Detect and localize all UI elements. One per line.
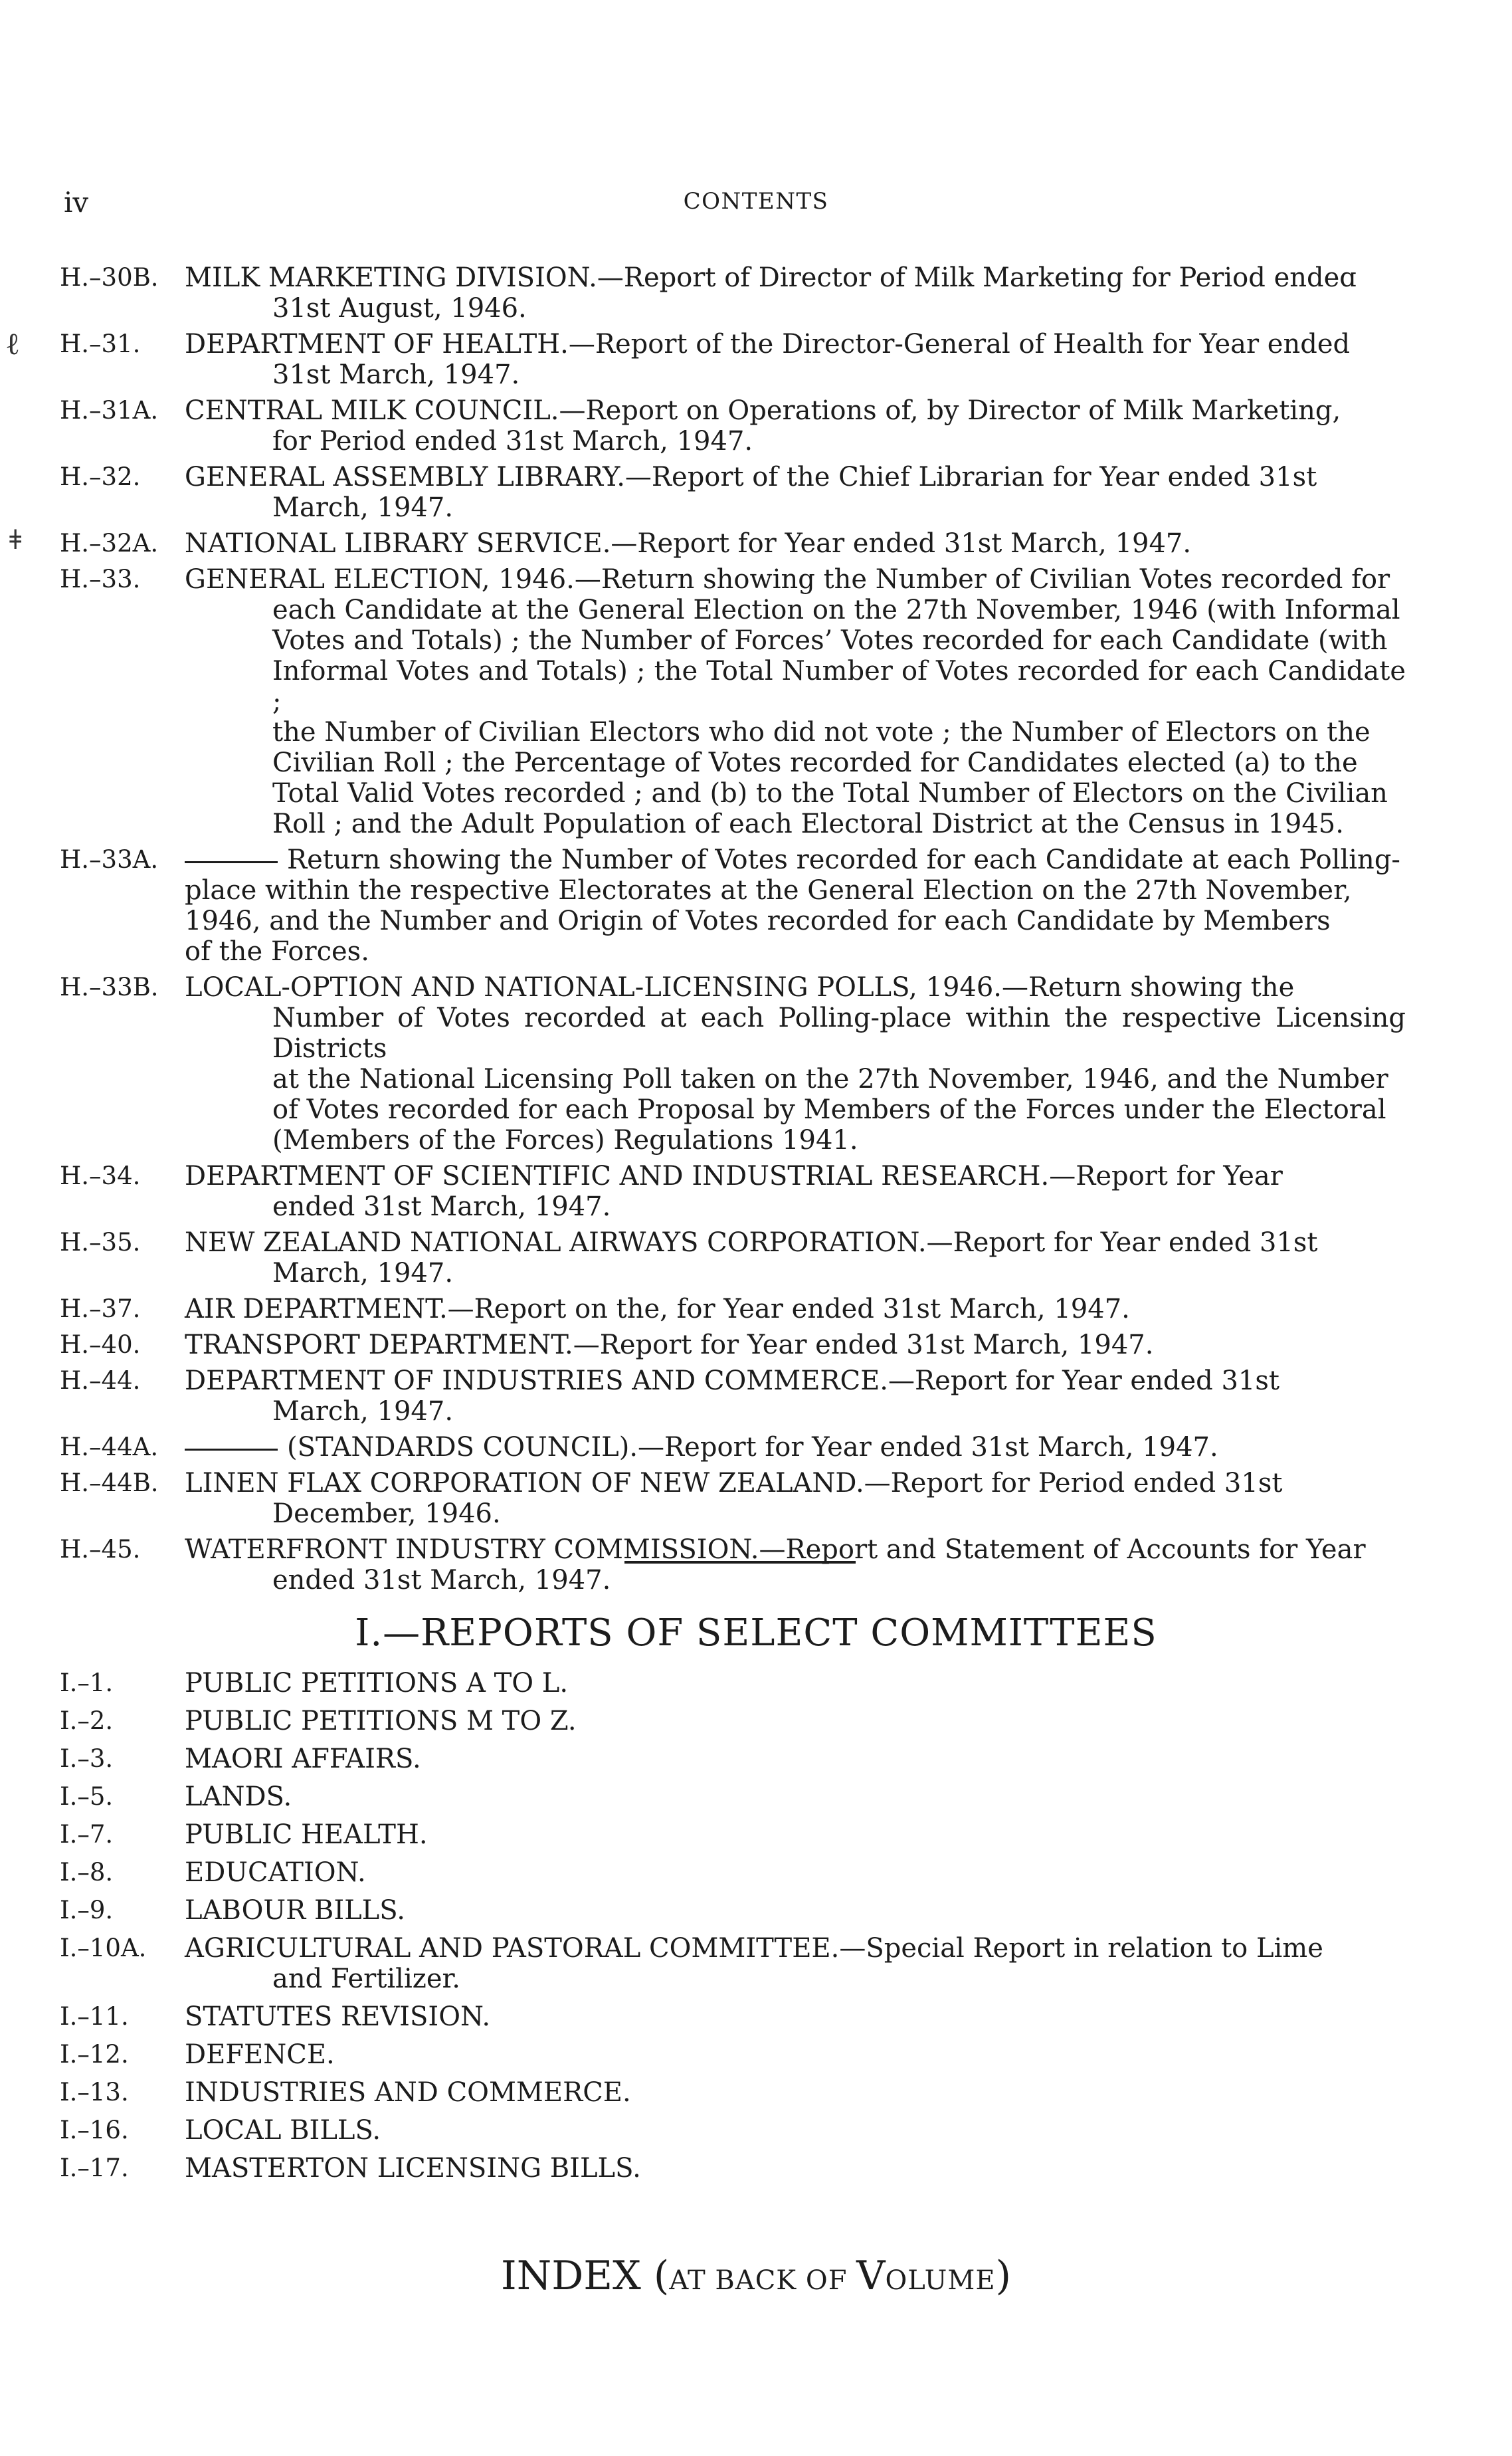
entry-description: [185, 329, 1406, 390]
contents-entry: [60, 2001, 1406, 2032]
ditto-dash: [185, 1449, 278, 1451]
ditto-dash: [185, 861, 278, 863]
contents-entry: [60, 462, 1406, 523]
paper-code: I.–2.: [60, 1706, 114, 1735]
entry-title-line: LOCAL BILLS.: [185, 2115, 381, 2146]
paper-code: I.–12.: [60, 2040, 129, 2069]
contents-entry: [60, 1668, 1406, 1698]
entry-title-line: NEW ZEALAND NATIONAL AIRWAYS CORPORATION.—Report for Year ended 31st: [185, 1227, 1318, 1258]
contents-entry: [60, 2077, 1406, 2108]
paper-code: H.–44B.: [60, 1469, 159, 1497]
entry-description: [185, 2115, 1406, 2146]
entry-continuation-line: Number of Votes recorded at each Polling-place within the respective Licensing Districts: [272, 1003, 1406, 1064]
index-paren-open: (: [653, 2253, 670, 2299]
contents-entry: [60, 564, 1406, 839]
entry-continuation-line: and Fertilizer.: [272, 1964, 460, 1994]
index-paren-close: ): [995, 2253, 1011, 2299]
paper-code: H.–35.: [60, 1228, 141, 1257]
entry-title-line: STATUTES REVISION.: [185, 2001, 491, 2032]
entry-continuation-line: 31st August, 1946.: [272, 293, 527, 324]
entry-continuation-line: place within the respective Electorates at the General Election on the 27th November,: [185, 875, 1352, 906]
entry-description: [185, 262, 1406, 324]
entry-description: [185, 1706, 1406, 1736]
entry-continuation-line: March, 1947.: [272, 1396, 454, 1427]
contents-entry: [60, 1294, 1406, 1324]
entry-title-line: INDUSTRIES AND COMMERCE.: [185, 2077, 631, 2108]
entry-title-line: AGRICULTURAL AND PASTORAL COMMITTEE.—Special Report in relation to Lime: [185, 1933, 1323, 1964]
paper-code: H.–37.: [60, 1294, 141, 1323]
paper-code: I.–11.: [60, 2002, 129, 2031]
contents-entry: [60, 528, 1406, 559]
entry-title-line: LABOUR BILLS.: [185, 1895, 405, 1926]
entry-title-line: PUBLIC PETITIONS A TO L.: [185, 1668, 569, 1698]
contents-entry: [60, 1366, 1406, 1427]
entry-description: [185, 1782, 1406, 1812]
entry-title-line: [185, 1432, 1406, 1463]
page-number: iv: [64, 186, 89, 219]
contents-entry: [60, 1227, 1406, 1288]
entry-title-line: MASTERTON LICENSING BILLS.: [185, 2153, 641, 2184]
index-volume-cap: V: [856, 2253, 886, 2299]
paper-code: H.–30B.: [60, 263, 159, 292]
entry-description: [185, 1668, 1406, 1698]
entry-description: [185, 2001, 1406, 2032]
paper-code: I.–1.: [60, 1669, 114, 1697]
contents-entry: [60, 1782, 1406, 1812]
contents-entry: [60, 262, 1406, 324]
margin-annotation: ℓ: [5, 326, 21, 361]
entry-title-line: DEFENCE.: [185, 2039, 335, 2070]
index-note: [0, 2253, 1512, 2299]
index-volume-rest: OLUME: [885, 2265, 996, 2296]
entry-description: [185, 564, 1406, 839]
contents-entry: [60, 1161, 1406, 1222]
entry-title-text: Return showing the Number of Votes recorded for each Candidate at each Polling-: [287, 845, 1400, 875]
entry-title-line: LINEN FLAX CORPORATION OF NEW ZEALAND.—Report for Period ended 31st: [185, 1468, 1283, 1498]
contents-entry: [60, 1330, 1406, 1360]
entry-title-line: NATIONAL LIBRARY SERVICE.—Report for Year ended 31st March, 1947.: [185, 528, 1192, 559]
paper-code: H.–31.: [60, 330, 141, 358]
contents-entry: [60, 1857, 1406, 1888]
contents-entry: [60, 972, 1406, 1156]
entry-title-line: MAORI AFFAIRS.: [185, 1744, 421, 1774]
entry-description: [185, 1534, 1406, 1595]
paper-code: I.–5.: [60, 1782, 114, 1811]
entry-continuation-line: Votes and Totals) ; the Number of Forces’ Votes recorded for each Candidate (with: [272, 625, 1388, 656]
entry-title-line: GENERAL ELECTION, 1946.—Return showing the Number of Civilian Votes recorded for: [185, 564, 1390, 595]
entry-title-line: DEPARTMENT OF HEALTH.—Report of the Director-General of Health for Year ended: [185, 329, 1351, 359]
entry-continuation-line: Roll ; and the Adult Population of each Electoral District at the Census in 1945.: [272, 809, 1344, 839]
entry-description: [185, 1895, 1406, 1926]
entry-description: [185, 972, 1406, 1156]
paper-code: H.–33.: [60, 565, 141, 593]
entry-continuation-line: ended 31st March, 1947.: [272, 1191, 611, 1222]
contents-entry: [60, 2153, 1406, 2184]
paper-code: H.–34.: [60, 1162, 141, 1190]
entry-description: [185, 1468, 1406, 1529]
entry-continuation-line: December, 1946.: [272, 1498, 501, 1529]
entry-continuation-line: at the National Licensing Poll taken on the 27th November, 1946, and the Number: [272, 1064, 1388, 1094]
entry-description: [185, 1857, 1406, 1888]
entry-description: [185, 2153, 1406, 2184]
entry-continuation-line: for Period ended 31st March, 1947.: [272, 426, 753, 457]
section-divider: [624, 1561, 856, 1564]
contents-entry: [60, 1895, 1406, 1926]
entry-title-line: EDUCATION.: [185, 1857, 366, 1888]
entry-title-line: AIR DEPARTMENT.—Report on the, for Year ended 31st March, 1947.: [185, 1294, 1130, 1324]
index-at-back-of: AT BACK OF: [669, 2265, 857, 2296]
entry-continuation-line: of the Forces.: [185, 936, 369, 967]
paper-code: I.–13.: [60, 2078, 129, 2106]
entry-continuation-line: each Candidate at the General Election on the 27th November, 1946 (with Informal: [272, 595, 1400, 625]
entry-title-line: CENTRAL MILK COUNCIL.—Report on Operations of, by Director of Milk Marketing,: [185, 395, 1341, 426]
entry-description: [185, 1161, 1406, 1222]
margin-annotation: ǂ: [9, 525, 22, 556]
entry-title-text: (STANDARDS COUNCIL).—Report for Year ended 31st March, 1947.: [287, 1432, 1218, 1463]
entry-description: [185, 462, 1406, 523]
entry-title-line: LANDS.: [185, 1782, 292, 1812]
entry-continuation-line: Informal Votes and Totals) ; the Total Number of Votes recorded for each Candidate ;: [272, 656, 1406, 717]
entry-title-line: TRANSPORT DEPARTMENT.—Report for Year ended 31st March, 1947.: [185, 1330, 1154, 1360]
entry-title-line: PUBLIC HEALTH.: [185, 1819, 428, 1850]
contents-entry: [60, 1432, 1406, 1463]
contents-entry: [60, 845, 1406, 967]
contents-entry: [60, 1534, 1406, 1595]
paper-code: H.–40.: [60, 1330, 141, 1359]
entry-continuation-line: of Votes recorded for each Proposal by Members of the Forces under the Electoral: [272, 1094, 1386, 1125]
paper-code: H.–45.: [60, 1535, 141, 1564]
contents-entry: [60, 1468, 1406, 1529]
entry-description: [185, 2077, 1406, 2108]
entry-description: [185, 1819, 1406, 1850]
contents-entry: [60, 1744, 1406, 1774]
entry-continuation-line: Total Valid Votes recorded ; and (b) to the Total Number of Electors on the Civilian: [272, 778, 1388, 809]
entry-description: [185, 395, 1406, 457]
paper-code: H.–33A.: [60, 845, 159, 874]
entry-description: [185, 845, 1406, 967]
paper-code: I.–3.: [60, 1744, 114, 1773]
paper-code: I.–9.: [60, 1896, 114, 1924]
entry-continuation-line: the Number of Civilian Electors who did not vote ; the Number of Electors on the: [272, 717, 1370, 748]
entry-description: [185, 1432, 1406, 1463]
paper-code: I.–7.: [60, 1820, 114, 1849]
section-heading: I.—REPORTS OF SELECT COMMITTEES: [355, 1611, 1157, 1655]
paper-code: I.–10A.: [60, 1934, 147, 1962]
entry-description: [185, 1294, 1406, 1324]
contents-entry: [60, 329, 1406, 390]
contents-entry: [60, 1819, 1406, 1850]
entry-continuation-line: Civilian Roll ; the Percentage of Votes recorded for Candidates elected (a) to the: [272, 748, 1358, 778]
paper-code: H.–33B.: [60, 973, 159, 1001]
entry-title-line: PUBLIC PETITIONS M TO Z.: [185, 1706, 577, 1736]
index-word: INDEX: [501, 2253, 641, 2299]
entry-title-line: GENERAL ASSEMBLY LIBRARY.—Report of the Chief Librarian for Year ended 31st: [185, 462, 1317, 492]
contents-entry: [60, 1706, 1406, 1736]
entry-continuation-line: March, 1947.: [272, 492, 454, 523]
entry-continuation-line: March, 1947.: [272, 1258, 454, 1288]
contents-list-i: [60, 1668, 1406, 2191]
entry-title-line: [185, 845, 1406, 875]
contents-entry: [60, 395, 1406, 457]
entry-title-line: MILK MARKETING DIVISION.—Report of Director of Milk Marketing for Period endeɑ: [185, 262, 1357, 293]
entry-title-line: DEPARTMENT OF INDUSTRIES AND COMMERCE.—Report for Year ended 31st: [185, 1366, 1279, 1396]
paper-code: I.–17.: [60, 2154, 129, 2182]
paper-code: H.–32A.: [60, 529, 159, 558]
entry-description: [185, 1933, 1406, 1994]
paper-code: H.–31A.: [60, 396, 159, 425]
entry-title-line: LOCAL-OPTION AND NATIONAL-LICENSING POLLS, 1946.—Return showing the: [185, 972, 1295, 1003]
paper-code: H.–44.: [60, 1366, 141, 1395]
entry-continuation-line: (Members of the Forces) Regulations 1941.: [272, 1125, 858, 1156]
paper-code: I.–16.: [60, 2116, 129, 2144]
contents-list-h: [60, 262, 1406, 1601]
entry-title-line: DEPARTMENT OF SCIENTIFIC AND INDUSTRIAL RESEARCH.—Report for Year: [185, 1161, 1283, 1191]
paper-code: H.–32.: [60, 462, 141, 491]
entry-continuation-line: 1946, and the Number and Origin of Votes recorded for each Candidate by Members: [185, 906, 1331, 936]
entry-description: [185, 1227, 1406, 1288]
entry-description: [185, 2039, 1406, 2070]
entry-continuation-line: 31st March, 1947.: [272, 359, 520, 390]
paper-code: I.–8.: [60, 1858, 114, 1887]
entry-description: [185, 1744, 1406, 1774]
entry-description: [185, 1366, 1406, 1427]
entry-title-line: WATERFRONT INDUSTRY COMMISSION.—Report and Statement of Accounts for Year: [185, 1534, 1366, 1565]
entry-description: [185, 528, 1406, 559]
entry-continuation-line: ended 31st March, 1947.: [272, 1565, 611, 1595]
contents-entry: [60, 2115, 1406, 2146]
contents-entry: [60, 2039, 1406, 2070]
contents-entry: [60, 1933, 1406, 1994]
entry-description: [185, 1330, 1406, 1360]
paper-code: H.–44A.: [60, 1433, 159, 1461]
running-title: CONTENTS: [683, 188, 829, 215]
